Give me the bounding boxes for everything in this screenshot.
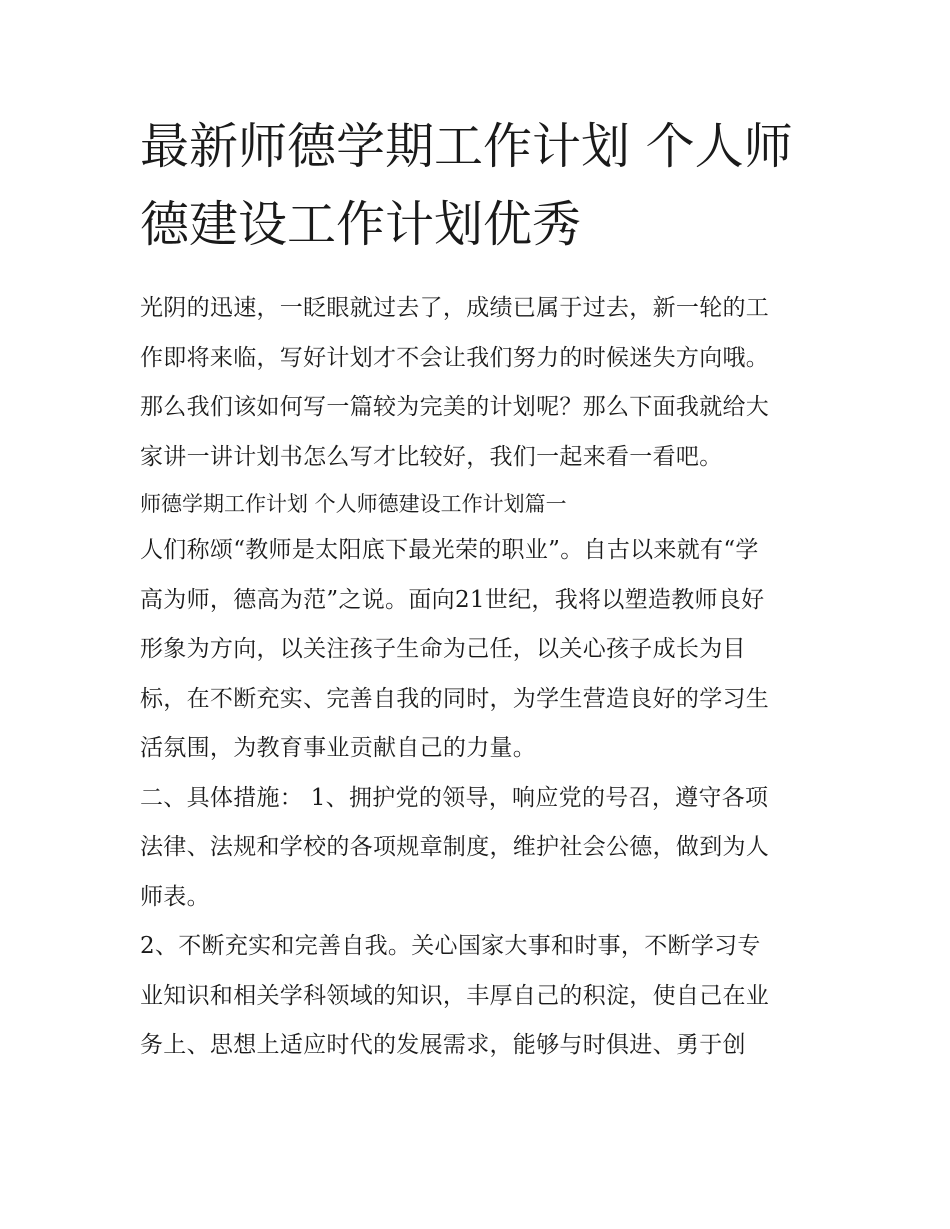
- document-body: [140, 284, 820, 1071]
- paragraph-2: 二、具体措施： 1、拥护党的领导，响应党的号召，遵守各项 法律、法规和学校的各项规章制度，维护社会公德，做到为人 师表。: [140, 784, 770, 910]
- section-heading: 师德学期工作计划 个人师德建设工作计划篇一: [140, 492, 567, 516]
- paragraph-3: 2、不断充实和完善自我。关心国家大事和时事，不断学习专 业知识和相关学科领域的知识，丰厚自己的积淀，使自己在业 务上、思想上适应时代的发展需求，能够与时俱进、勇于创: [140, 933, 770, 1058]
- intro-paragraph: 光阴的迅速，一眨眼就过去了，成绩已属于过去，新一轮的工 作即将来临，写好计划才不会让我们努力的时候迷失方向哦。 那么我们该如何写一篇较为完美的计划呢？那么下面我就给大 家讲一讲计划书怎么写才比较好，我们一起来看一看吧。: [140, 295, 770, 470]
- paragraph-1: 人们称颂“教师是太阳底下最光荣的职业”。自古以来就有“学 高为师，德高为范”之说。面向21世纪，我将以塑造教师良好 形象为方向，以关注孩子生命为己任，以关心孩子成长为目 标，在不断充实、完善自我的同时，为学生营造良好的学习生 活氛围，为教育事业贡献自己的力量。: [140, 537, 770, 761]
- document-page: [140, 108, 820, 1071]
- document-title: 最新师德学期工作计划 个人师 德建设工作计划优秀: [140, 118, 793, 253]
